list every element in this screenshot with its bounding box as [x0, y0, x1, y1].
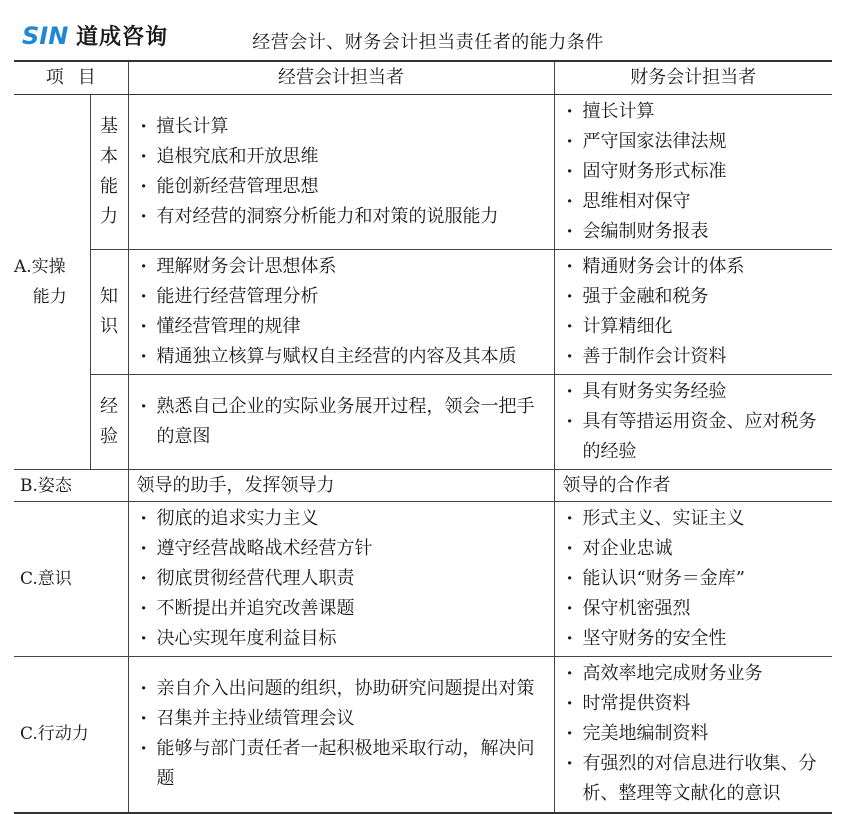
fin-consciousness: [554, 502, 832, 657]
list-item: · 善于制作会计资料: [565, 342, 825, 372]
table-row: [14, 657, 832, 813]
list-item: · 坚守财务的安全性: [565, 624, 825, 654]
sub-knowledge: 知 识: [90, 250, 128, 375]
sub-basic-ability: 基 本 能 力: [90, 95, 128, 250]
table-row: [14, 95, 832, 250]
header-fin: 财务会计担当者: [554, 61, 832, 95]
list-item: · 完美地编制资料: [565, 719, 825, 749]
list-item: · 形式主义、实证主义: [565, 504, 825, 534]
mgmt-consciousness: [128, 502, 554, 657]
list-item: · 会编制财务报表: [565, 217, 825, 247]
list-item: · 擅长计算: [139, 112, 546, 142]
svg-text:SIN: SIN: [22, 22, 69, 48]
section-a-label: A.实操 能力: [14, 95, 90, 470]
list-item: · 有对经营的洞察分析能力和对策的说服能力: [139, 202, 546, 232]
sub-experience: 经 验: [90, 375, 128, 470]
list-item: · 能认识“财务＝金库”: [565, 564, 825, 594]
header-item: 项目: [14, 61, 128, 95]
section-b-label: B.姿态: [14, 470, 128, 502]
mgmt-basic-ability: [128, 95, 554, 250]
list-item: · 固守财务形式标准: [565, 157, 825, 187]
list-item: · 具有等措运用资金、应对税务的经验: [565, 407, 825, 467]
ability-table: [14, 60, 832, 814]
header-mgmt: 经营会计担当者: [128, 61, 554, 95]
list-item: · 理解财务会计思想体系: [139, 252, 546, 282]
logo-name: 道成咨询: [76, 24, 169, 50]
table-row: [14, 470, 832, 502]
table-header-row: [14, 61, 832, 95]
list-item: · 高效率地完成财务业务: [565, 659, 825, 689]
table-row: [14, 502, 832, 657]
list-item: · 能进行经营管理分析: [139, 282, 546, 312]
fin-knowledge: [554, 250, 832, 375]
list-item: · 熟悉自己企业的实际业务展开过程，领会一把手的意图: [139, 392, 546, 452]
list-item: · 对企业忠诚: [565, 534, 825, 564]
list-item: · 精通独立核算与赋权自主经营的内容及其本质: [139, 342, 546, 372]
list-item: · 召集并主持业绩管理会议: [139, 704, 546, 734]
mgmt-experience: [128, 375, 554, 470]
list-item: · 擅长计算: [565, 97, 825, 127]
list-item: · 亲自介入出问题的组织，协助研究问题提出对策: [139, 674, 546, 704]
list-item: · 决心实现年度利益目标: [139, 624, 546, 654]
list-item: · 不断提出并追究改善课题: [139, 594, 546, 624]
list-item: · 追根究底和开放思维: [139, 142, 546, 172]
mgmt-knowledge: [128, 250, 554, 375]
list-item: · 具有财务实务经验: [565, 377, 825, 407]
page-title: 经营会计、财务会计担当责任者的能力条件: [252, 32, 604, 53]
list-item: · 有强烈的对信息进行收集、分析、整理等文献化的意识: [565, 749, 825, 809]
list-item: · 能创新经营管理思想: [139, 172, 546, 202]
fin-attitude: 领导的合作者: [554, 470, 832, 502]
list-item: · 能够与部门责任者一起积极地采取行动，解决问题: [139, 734, 546, 794]
list-item: · 精通财务会计的体系: [565, 252, 825, 282]
table-row: [14, 375, 832, 470]
list-item: · 强于金融和税务: [565, 282, 825, 312]
mgmt-action: [128, 657, 554, 813]
list-item: · 计算精细化: [565, 312, 825, 342]
list-item: · 时常提供资料: [565, 689, 825, 719]
fin-experience: [554, 375, 832, 470]
list-item: · 彻底贯彻经营代理人职责: [139, 564, 546, 594]
mgmt-attitude: 领导的助手，发挥领导力: [128, 470, 554, 502]
fin-action: [554, 657, 832, 813]
list-item: · 遵守经营战略战术经营方针: [139, 534, 546, 564]
list-item: · 彻底的追求实力主义: [139, 504, 546, 534]
fin-basic-ability: [554, 95, 832, 250]
list-item: · 严守国家法律法规: [565, 127, 825, 157]
list-item: · 思维相对保守: [565, 187, 825, 217]
list-item: · 保守机密强烈: [565, 594, 825, 624]
section-c-action-label: C.行动力: [14, 657, 128, 813]
section-c-consciousness-label: C.意识: [14, 502, 128, 657]
table-row: [14, 250, 832, 375]
list-item: · 懂经营管理的规律: [139, 312, 546, 342]
